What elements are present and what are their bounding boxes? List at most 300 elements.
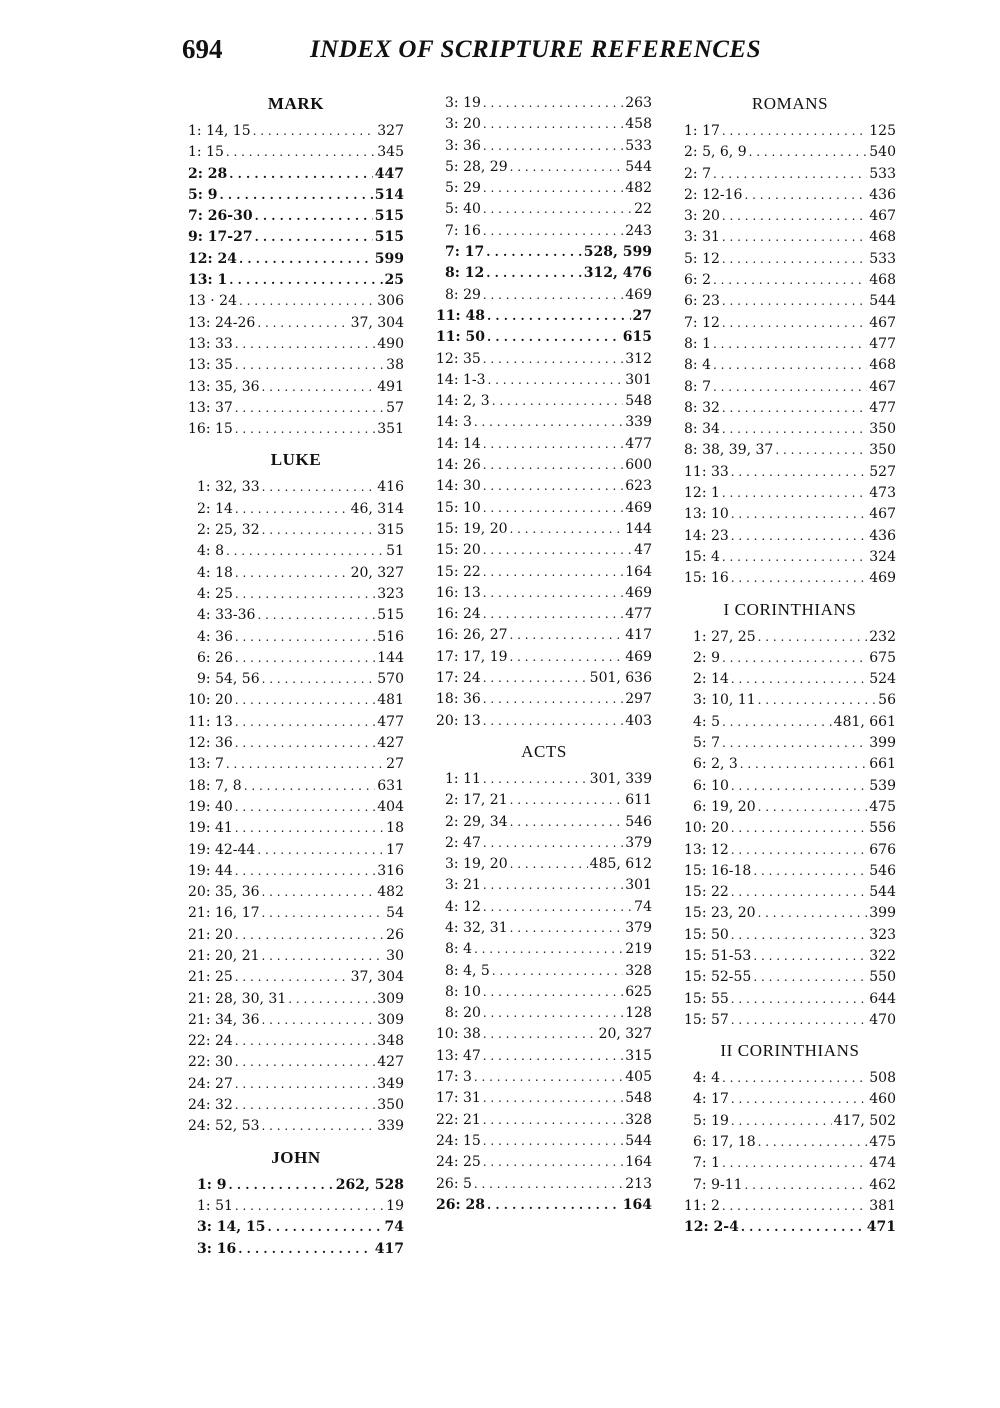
page-reference: 417, 502 bbox=[833, 1112, 896, 1129]
page-reference: 482 bbox=[377, 884, 404, 901]
leader-dots bbox=[731, 462, 867, 483]
index-entry bbox=[684, 440, 896, 461]
verse-reference: 14: 30 bbox=[436, 478, 481, 495]
leader-dots bbox=[239, 291, 375, 312]
index-entry bbox=[188, 270, 404, 291]
page-reference: 462 bbox=[869, 1176, 896, 1193]
verse-reference: 8: 32 bbox=[684, 399, 720, 416]
leader-dots bbox=[257, 605, 375, 626]
verse-reference: 22: 30 bbox=[188, 1054, 233, 1071]
leader-dots bbox=[235, 419, 375, 440]
verse-reference: 2: 5, 6, 9 bbox=[684, 144, 747, 161]
index-entry bbox=[188, 584, 404, 605]
verse-reference: 7: 16 bbox=[445, 222, 481, 239]
page-reference: 467 bbox=[869, 506, 896, 523]
index-entry bbox=[684, 419, 896, 440]
index-entry bbox=[188, 733, 404, 754]
index-entry bbox=[436, 136, 652, 157]
index-entry bbox=[436, 285, 652, 306]
leader-dots bbox=[235, 861, 375, 882]
verse-reference: 7: 12 bbox=[684, 314, 720, 331]
verse-reference: 17: 3 bbox=[436, 1069, 472, 1086]
leader-dots bbox=[713, 270, 867, 291]
leader-dots bbox=[722, 291, 867, 312]
verse-reference: 2: 17, 21 bbox=[445, 792, 508, 809]
page-reference: 315 bbox=[625, 1047, 652, 1064]
leader-dots bbox=[713, 334, 867, 355]
leader-dots bbox=[262, 1116, 376, 1137]
page-reference: 469 bbox=[625, 584, 652, 601]
leader-dots bbox=[474, 1174, 623, 1195]
leader-dots bbox=[235, 1196, 384, 1217]
page-reference: 164 bbox=[625, 563, 652, 580]
verse-reference: 5: 7 bbox=[693, 735, 720, 752]
page-reference: 51 bbox=[386, 543, 404, 560]
index-entry bbox=[188, 627, 404, 648]
leader-dots bbox=[488, 370, 624, 391]
page-reference: 381 bbox=[869, 1197, 896, 1214]
index-entry bbox=[188, 754, 404, 775]
verse-reference: 14: 2, 3 bbox=[436, 393, 490, 410]
index-entry bbox=[684, 669, 896, 690]
index-entry bbox=[436, 982, 652, 1003]
page-reference: 315 bbox=[377, 522, 404, 539]
leader-dots bbox=[722, 249, 867, 270]
page-reference: 475 bbox=[869, 1134, 896, 1151]
page-reference: 501, 636 bbox=[589, 670, 652, 687]
page-reference: 309 bbox=[377, 1011, 404, 1028]
leader-dots bbox=[483, 498, 623, 519]
index-entry bbox=[436, 769, 652, 790]
page-reference: 515 bbox=[374, 208, 404, 225]
leader-dots bbox=[483, 455, 623, 476]
page-reference: 477 bbox=[625, 606, 652, 623]
leader-dots bbox=[749, 142, 868, 163]
verse-reference: 19: 41 bbox=[188, 820, 233, 837]
verse-reference: 1: 15 bbox=[188, 144, 224, 161]
leader-dots bbox=[731, 882, 867, 903]
verse-reference: 15: 50 bbox=[684, 926, 729, 943]
index-entry bbox=[684, 355, 896, 376]
page-reference: 301 bbox=[625, 877, 652, 894]
leader-dots bbox=[483, 833, 623, 854]
index-entry bbox=[436, 647, 652, 668]
page-reference: 345 bbox=[377, 144, 404, 161]
index-entry bbox=[684, 1153, 896, 1174]
index-entry bbox=[188, 1217, 404, 1238]
leader-dots bbox=[775, 440, 867, 461]
page-reference: 144 bbox=[625, 520, 652, 537]
verse-reference: 8: 4 bbox=[445, 941, 472, 958]
page-reference: 447 bbox=[374, 165, 404, 182]
index-entry bbox=[436, 604, 652, 625]
page-reference: 38 bbox=[386, 357, 404, 374]
leader-dots bbox=[510, 625, 624, 646]
leader-dots bbox=[731, 1010, 867, 1031]
page-reference: 481, 661 bbox=[833, 713, 896, 730]
leader-dots bbox=[255, 227, 373, 248]
verse-reference: 11: 48 bbox=[436, 307, 486, 324]
index-entry bbox=[188, 690, 404, 711]
index-entry bbox=[436, 391, 652, 412]
verse-reference: 12: 36 bbox=[188, 735, 233, 752]
index-entry bbox=[436, 1174, 652, 1195]
book-heading: ROMANS bbox=[751, 94, 829, 113]
page-reference: 20, 327 bbox=[598, 1026, 652, 1043]
verse-reference: 1: 32, 33 bbox=[197, 479, 260, 496]
page-reference: 27 bbox=[632, 307, 652, 324]
index-entry bbox=[436, 897, 652, 918]
leader-dots bbox=[235, 1052, 375, 1073]
index-entry bbox=[188, 1010, 404, 1031]
page-number: 694 bbox=[182, 34, 223, 64]
leader-dots bbox=[483, 982, 623, 1003]
page-reference: 485, 612 bbox=[589, 856, 652, 873]
verse-reference: 4: 17 bbox=[693, 1091, 729, 1108]
page-reference: 623 bbox=[625, 478, 652, 495]
page-reference: 404 bbox=[377, 798, 404, 815]
index-entry bbox=[684, 690, 896, 711]
verse-reference: 4: 12 bbox=[445, 898, 481, 915]
leader-dots bbox=[510, 790, 624, 811]
page-reference: 548 bbox=[625, 1090, 652, 1107]
index-entry bbox=[684, 840, 896, 861]
verse-reference: 6: 17, 18 bbox=[693, 1134, 756, 1151]
page-reference: 349 bbox=[377, 1075, 404, 1092]
index-entry bbox=[436, 689, 652, 710]
verse-reference: 24: 32 bbox=[188, 1097, 233, 1114]
verse-reference: 21: 28, 30, 31 bbox=[188, 990, 287, 1007]
leader-dots bbox=[226, 754, 384, 775]
verse-reference: 20: 13 bbox=[436, 712, 481, 729]
index-entry bbox=[684, 754, 896, 775]
leader-dots bbox=[731, 925, 867, 946]
page-reference: 477 bbox=[625, 435, 652, 452]
page-reference: 297 bbox=[625, 691, 652, 708]
book-heading: I CORINTHIANS bbox=[723, 599, 857, 619]
book-heading: ACTS bbox=[521, 741, 567, 761]
verse-reference: 18: 36 bbox=[436, 691, 481, 708]
verse-reference: 13: 35, 36 bbox=[188, 378, 260, 395]
verse-reference: 17: 24 bbox=[436, 670, 481, 687]
page-reference: 540 bbox=[869, 144, 896, 161]
leader-dots bbox=[483, 1003, 623, 1024]
verse-reference: 3: 19, 20 bbox=[445, 856, 508, 873]
page-reference: 243 bbox=[625, 222, 652, 239]
leader-dots bbox=[235, 925, 384, 946]
index-entry bbox=[684, 1175, 896, 1196]
leader-dots bbox=[483, 1131, 623, 1152]
leader-dots bbox=[235, 584, 375, 605]
leader-dots bbox=[483, 668, 588, 689]
verse-reference: 15: 57 bbox=[684, 1011, 729, 1028]
index-entry bbox=[436, 519, 652, 540]
verse-reference: 6: 10 bbox=[693, 777, 729, 794]
verse-reference: 14: 23 bbox=[684, 527, 729, 544]
index-entry bbox=[188, 1175, 404, 1196]
verse-reference: 17: 31 bbox=[436, 1090, 481, 1107]
leader-dots bbox=[731, 568, 867, 589]
index-entry bbox=[188, 989, 404, 1010]
leader-dots bbox=[722, 1068, 867, 1089]
verse-reference: 21: 34, 36 bbox=[188, 1011, 260, 1028]
index-entry bbox=[436, 93, 652, 114]
leader-dots bbox=[753, 967, 867, 988]
page-reference: 544 bbox=[869, 884, 896, 901]
verse-reference: 21: 20, 21 bbox=[188, 947, 260, 964]
leader-dots bbox=[731, 526, 867, 547]
leader-dots bbox=[262, 946, 385, 967]
index-entry bbox=[436, 875, 652, 896]
index-entry bbox=[684, 270, 896, 291]
page-reference: 17 bbox=[386, 841, 404, 858]
index-column-1 bbox=[188, 93, 404, 1260]
leader-dots bbox=[268, 1217, 383, 1238]
page-reference: 467 bbox=[869, 314, 896, 331]
index-entry bbox=[188, 142, 404, 163]
leader-dots bbox=[483, 540, 632, 561]
index-entry bbox=[684, 249, 896, 270]
index-entry bbox=[684, 291, 896, 312]
page-reference: 675 bbox=[869, 649, 896, 666]
verse-reference: 10: 20 bbox=[188, 692, 233, 709]
index-entry bbox=[684, 1089, 896, 1110]
verse-reference: 1: 9 bbox=[197, 1176, 227, 1193]
leader-dots bbox=[722, 1153, 867, 1174]
index-entry bbox=[684, 946, 896, 967]
leader-dots bbox=[262, 520, 376, 541]
verse-reference: 3: 20 bbox=[445, 116, 481, 133]
page-reference: 508 bbox=[869, 1070, 896, 1087]
page-reference: 312 bbox=[625, 350, 652, 367]
verse-reference: 3: 16 bbox=[197, 1240, 237, 1257]
verse-reference: 13: 33 bbox=[188, 335, 233, 352]
page-reference: 528, 599 bbox=[583, 244, 652, 261]
page-reference: 74 bbox=[634, 898, 652, 915]
verse-reference: 19: 44 bbox=[188, 862, 233, 879]
leader-dots bbox=[253, 121, 376, 142]
index-entry bbox=[436, 434, 652, 455]
index-entry bbox=[684, 334, 896, 355]
book-heading: LUKE bbox=[270, 450, 322, 470]
page-reference: 18 bbox=[386, 820, 404, 837]
page-reference: 54 bbox=[386, 905, 404, 922]
index-entry bbox=[188, 355, 404, 376]
index-entry bbox=[188, 334, 404, 355]
page-reference: 481 bbox=[377, 692, 404, 709]
leader-dots bbox=[510, 519, 624, 540]
verse-reference: 6: 23 bbox=[684, 293, 720, 310]
page-reference: 615 bbox=[622, 329, 652, 346]
leader-dots bbox=[483, 583, 623, 604]
verse-reference: 4: 4 bbox=[693, 1070, 720, 1087]
verse-reference: 2: 7 bbox=[684, 165, 711, 182]
page-reference: 482 bbox=[625, 180, 652, 197]
index-entry bbox=[188, 1116, 404, 1137]
leader-dots bbox=[713, 164, 867, 185]
page-reference: 324 bbox=[869, 548, 896, 565]
leader-dots bbox=[740, 754, 867, 775]
page-reference: 262, 528 bbox=[335, 1176, 404, 1193]
page-reference: 348 bbox=[377, 1033, 404, 1050]
verse-reference: 4: 36 bbox=[197, 628, 233, 645]
leader-dots bbox=[483, 711, 623, 732]
leader-dots bbox=[483, 434, 623, 455]
index-entry bbox=[436, 1195, 652, 1216]
page-reference: 19 bbox=[386, 1197, 404, 1214]
index-entry bbox=[436, 812, 652, 833]
verse-reference: 19: 42-44 bbox=[188, 841, 256, 858]
verse-reference: 2: 14 bbox=[693, 671, 729, 688]
verse-reference: 8: 7 bbox=[684, 378, 711, 395]
page-reference: 312, 476 bbox=[583, 265, 652, 282]
verse-reference: 24: 52, 53 bbox=[188, 1118, 260, 1135]
page-reference: 676 bbox=[869, 841, 896, 858]
index-entry bbox=[436, 583, 652, 604]
page-reference: 22 bbox=[634, 201, 652, 218]
verse-reference: 7: 1 bbox=[693, 1155, 720, 1172]
verse-reference: 15: 19, 20 bbox=[436, 520, 508, 537]
leader-dots bbox=[255, 206, 373, 227]
index-entry bbox=[684, 313, 896, 334]
page-reference: 164 bbox=[625, 1154, 652, 1171]
leader-dots bbox=[235, 499, 349, 520]
running-title: INDEX OF SCRIPTURE REFERENCES bbox=[310, 36, 761, 63]
index-column-3 bbox=[684, 93, 896, 1239]
page-reference: 533 bbox=[869, 165, 896, 182]
index-entry bbox=[684, 1111, 896, 1132]
leader-dots bbox=[487, 1195, 621, 1216]
verse-reference: 10: 20 bbox=[684, 820, 729, 837]
leader-dots bbox=[731, 669, 867, 690]
leader-dots bbox=[262, 882, 376, 903]
page-reference: 350 bbox=[869, 442, 896, 459]
leader-dots bbox=[483, 285, 623, 306]
index-entry bbox=[436, 961, 652, 982]
verse-reference: 15: 55 bbox=[684, 990, 729, 1007]
page-reference: 544 bbox=[625, 1132, 652, 1149]
verse-reference: 8: 1 bbox=[684, 335, 711, 352]
page-reference: 467 bbox=[869, 208, 896, 225]
index-entry bbox=[188, 520, 404, 541]
page-reference: 351 bbox=[377, 421, 404, 438]
page-reference: 436 bbox=[869, 527, 896, 544]
page-reference: 600 bbox=[625, 457, 652, 474]
leader-dots bbox=[235, 690, 375, 711]
leader-dots bbox=[257, 313, 348, 334]
leader-dots bbox=[483, 476, 623, 497]
leader-dots bbox=[262, 1010, 376, 1031]
leader-dots bbox=[753, 946, 867, 967]
verse-reference: 13: 35 bbox=[188, 357, 233, 374]
index-entry bbox=[188, 1052, 404, 1073]
index-entry bbox=[684, 377, 896, 398]
leader-dots bbox=[487, 306, 631, 327]
verse-reference: 2: 12-16 bbox=[684, 186, 743, 203]
verse-reference: 13: 1 bbox=[188, 272, 228, 289]
book-heading: MARK bbox=[267, 94, 325, 113]
page-reference: 546 bbox=[625, 813, 652, 830]
verse-reference: 7: 9-11 bbox=[693, 1176, 743, 1193]
page-reference: 128 bbox=[625, 1005, 652, 1022]
leader-dots bbox=[238, 1239, 373, 1260]
page-reference: 25 bbox=[384, 272, 404, 289]
leader-dots bbox=[229, 164, 373, 185]
verse-reference: 5: 29 bbox=[445, 180, 481, 197]
leader-dots bbox=[483, 689, 623, 710]
index-entry bbox=[188, 563, 404, 584]
leader-dots bbox=[758, 903, 868, 924]
leader-dots bbox=[722, 1196, 867, 1217]
page-reference: 417 bbox=[625, 627, 652, 644]
leader-dots bbox=[229, 270, 382, 291]
index-entry bbox=[188, 398, 404, 419]
leader-dots bbox=[229, 1175, 334, 1196]
page-reference: 631 bbox=[377, 777, 404, 794]
index-entry bbox=[684, 206, 896, 227]
verse-reference: 2: 29, 34 bbox=[445, 813, 508, 830]
verse-reference: 15: 16 bbox=[684, 570, 729, 587]
verse-reference: 8: 12 bbox=[445, 265, 485, 282]
verse-reference: 8: 4 bbox=[684, 357, 711, 374]
verse-reference: 15: 22 bbox=[684, 884, 729, 901]
index-entry bbox=[684, 712, 896, 733]
index-entry bbox=[684, 1217, 896, 1238]
verse-reference: 18: 7, 8 bbox=[188, 777, 242, 794]
verse-reference: 19: 40 bbox=[188, 798, 233, 815]
book-heading: JOHN bbox=[271, 1147, 321, 1167]
index-entry bbox=[436, 157, 652, 178]
verse-reference: 9: 17-27 bbox=[188, 229, 253, 246]
leader-dots bbox=[239, 249, 373, 270]
verse-reference: 8: 29 bbox=[445, 286, 481, 303]
page-reference: 26 bbox=[386, 926, 404, 943]
verse-reference: 24: 15 bbox=[436, 1132, 481, 1149]
leader-dots bbox=[722, 733, 867, 754]
verse-reference: 1: 14, 15 bbox=[188, 123, 251, 139]
index-entry bbox=[436, 711, 652, 732]
leader-dots bbox=[510, 812, 624, 833]
verse-reference: 22: 24 bbox=[188, 1033, 233, 1050]
page-reference: 56 bbox=[878, 692, 896, 709]
index-entry bbox=[684, 627, 896, 648]
index-entry bbox=[436, 1110, 652, 1131]
index-entry bbox=[188, 541, 404, 562]
index-entry bbox=[684, 882, 896, 903]
verse-reference: 16: 15 bbox=[188, 421, 233, 438]
leader-dots bbox=[483, 1152, 623, 1173]
page-reference: 469 bbox=[625, 499, 652, 516]
index-entry bbox=[684, 1196, 896, 1217]
verse-reference: 12: 35 bbox=[436, 350, 481, 367]
index-entry bbox=[684, 164, 896, 185]
index-entry bbox=[436, 1088, 652, 1109]
verse-reference: 16: 26, 27 bbox=[436, 627, 508, 644]
page-reference: 550 bbox=[869, 969, 896, 986]
index-entry bbox=[188, 882, 404, 903]
verse-reference: 4: 33-36 bbox=[197, 607, 256, 624]
leader-dots bbox=[235, 818, 384, 839]
page-reference: 477 bbox=[869, 399, 896, 416]
verse-reference: 7: 17 bbox=[445, 244, 485, 261]
leader-dots bbox=[722, 227, 867, 248]
page-reference: 339 bbox=[377, 1118, 404, 1135]
verse-reference: 6: 2, 3 bbox=[693, 756, 738, 773]
page-reference: 527 bbox=[869, 463, 896, 480]
page-reference: 30 bbox=[386, 947, 404, 964]
verse-reference: 2: 9 bbox=[693, 649, 720, 666]
index-entry bbox=[188, 861, 404, 882]
